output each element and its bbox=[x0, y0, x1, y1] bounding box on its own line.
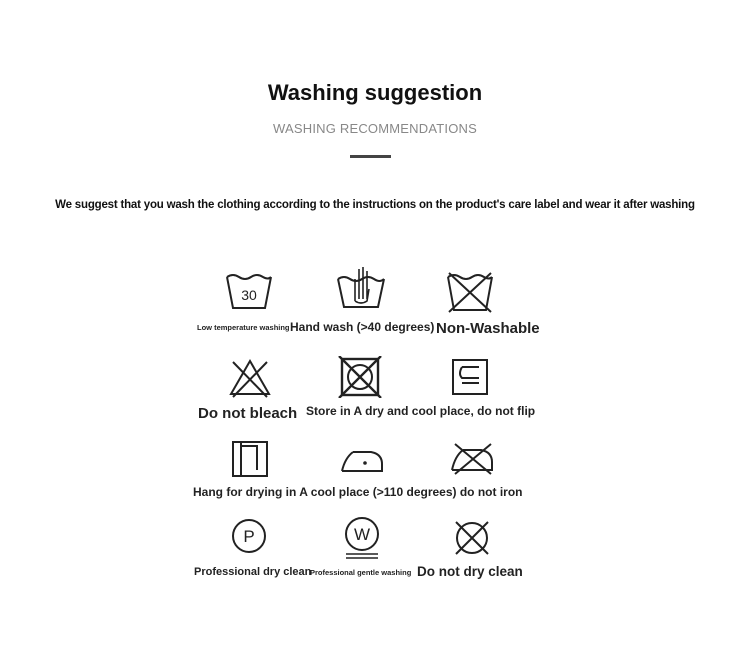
title-divider bbox=[350, 155, 391, 158]
label-hang-dry: Hang for drying in A cool place (>110 degrees) do not iron bbox=[193, 485, 523, 499]
dry-clean-p-letter: P bbox=[243, 527, 255, 546]
gentle-wet-clean-icon bbox=[343, 515, 381, 559]
dry-flat-icon bbox=[451, 358, 489, 396]
label-professional-gentle: Professional gentle washing bbox=[310, 568, 412, 577]
label-hand-wash: Hand wash (>40 degrees) bbox=[290, 320, 435, 334]
intro-text: We suggest that you wash the clothing according to the instructions on the product's care label and wear it after washing bbox=[55, 199, 695, 211]
wash-temp-number: 30 bbox=[241, 287, 257, 303]
iron-icon bbox=[339, 446, 385, 474]
do-not-dry-clean-icon bbox=[451, 517, 493, 559]
do-not-iron-icon bbox=[449, 440, 497, 476]
page-title: Washing suggestion bbox=[267, 80, 483, 105]
line-dry-icon bbox=[231, 440, 269, 478]
page-subtitle: WASHING RECOMMENDATIONS bbox=[273, 121, 477, 136]
non-washable-icon bbox=[445, 270, 495, 314]
label-professional-dry-clean: Professional dry clean bbox=[194, 566, 312, 578]
wash-30-icon bbox=[224, 272, 274, 312]
hand-wash-icon bbox=[335, 265, 387, 311]
gentle-wet-clean-letter: W bbox=[353, 525, 371, 544]
label-non-washable: Non-Washable bbox=[436, 320, 540, 337]
label-low-temperature: Low temperature washing bbox=[197, 323, 290, 332]
no-tumble-dry-icon bbox=[338, 356, 382, 398]
label-do-not-dry-clean: Do not dry clean bbox=[417, 564, 523, 579]
dry-clean-p-icon bbox=[230, 517, 268, 555]
no-bleach-icon bbox=[228, 358, 272, 398]
label-do-not-bleach: Do not bleach bbox=[198, 405, 298, 422]
label-store-dry: Store in A dry and cool place, do not flip bbox=[306, 404, 536, 418]
